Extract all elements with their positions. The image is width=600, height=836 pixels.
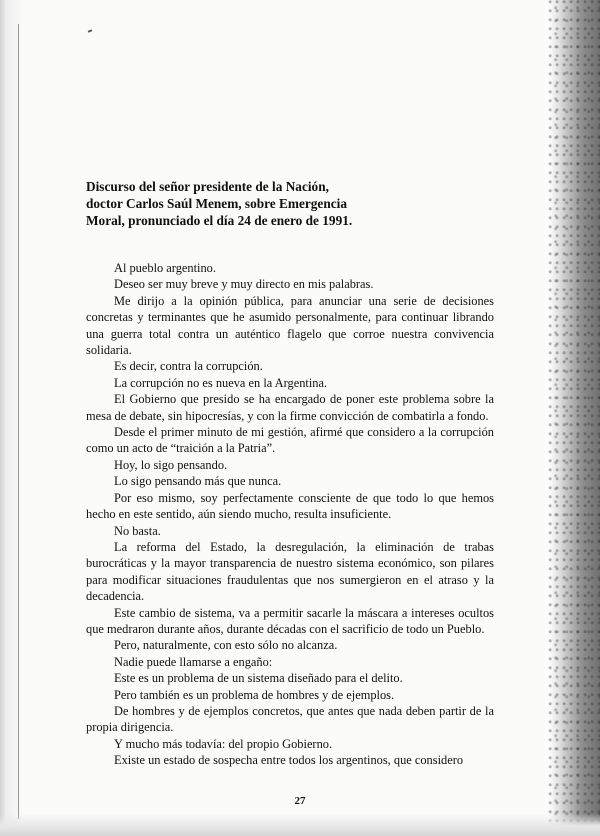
heading-line: Discurso del señor presidente de la Nación, bbox=[86, 179, 329, 194]
stray-mark bbox=[88, 29, 92, 33]
paragraph: El Gobierno que presido se ha encargado de poner este problema sobre la mesa de debate, sin hipocresías, y con la firme convicción de combatirla a fondo. bbox=[86, 392, 494, 423]
speech-heading bbox=[86, 178, 494, 229]
paragraph: Pero también es un problema de hombres y de ejemplos. bbox=[114, 687, 395, 702]
paragraph: Es decir, contra la corrupción. bbox=[114, 359, 263, 374]
paragraph: Nadie puede llamarse a engaño: bbox=[114, 654, 273, 669]
paragraph: Desde el primer minuto de mi gestión, afirmé que considero a la corrupción como un acto de “traición a la Patria”. bbox=[86, 425, 494, 456]
paragraph: Hoy, lo sigo pensando. bbox=[114, 457, 228, 472]
paragraph: La reforma del Estado, la desregulación, la eliminación de trabas burocráticas y la mayor transparencia de nuestro sistema económico, son pilares para modificar situaciones fraudulentas que nos sumergieron en el atraso y la decadencia. bbox=[86, 539, 494, 604]
paragraph: Deseo ser muy breve y muy directo en mis palabras. bbox=[114, 277, 374, 292]
paragraph: Este es un problema de un sistema diseñado para el delito. bbox=[114, 671, 403, 686]
paragraph: Pero, naturalmente, con esto sólo no alcanza. bbox=[114, 638, 338, 653]
heading-line: Moral, pronunciado el día 24 de enero de 1991. bbox=[86, 213, 353, 228]
heading-line: doctor Carlos Saúl Menem, sobre Emergencia bbox=[86, 196, 347, 211]
scanner-shadow bbox=[548, 0, 600, 836]
paragraph: De hombres y de ejemplos concretos, que antes que nada deben partir de la propia dirigencia. bbox=[86, 703, 494, 735]
paragraph: Este cambio de sistema, va a permitir sacarle la máscara a intereses ocultos que medraron durante años, durante décadas con el sacrificio de todo un Pueblo. bbox=[86, 605, 494, 636]
paragraph: Me dirijo a la opinión pública, para anunciar una serie de decisiones concretas y terminantes que he asumido personalmente, para continuar librando una guerra total contra un auténtico flagelo que corroe nuestra convivencia solidaria. bbox=[86, 293, 494, 358]
paragraph: Al pueblo argentino. bbox=[114, 261, 216, 275]
page-edge-line bbox=[18, 24, 19, 819]
paragraph: Por eso mismo, soy perfectamente consciente de que todo lo que hemos hecho en este sentido, aún siendo mucho, resulta insuficiente. bbox=[86, 490, 494, 522]
speech-text bbox=[86, 178, 494, 769]
binding-shadow bbox=[0, 0, 24, 836]
paragraph: No basta. bbox=[114, 523, 161, 538]
bottom-shadow bbox=[0, 814, 600, 836]
page-number: 27 bbox=[294, 795, 306, 807]
paragraph: Lo sigo pensando más que nunca. bbox=[114, 474, 282, 489]
paragraph: Y mucho más todavía: del propio Gobierno. bbox=[114, 736, 333, 751]
paragraph: La corrupción no es nueva en la Argentina. bbox=[114, 375, 328, 390]
paragraph: Existe un estado de sospecha entre todos los argentinos, que considero bbox=[114, 753, 464, 768]
